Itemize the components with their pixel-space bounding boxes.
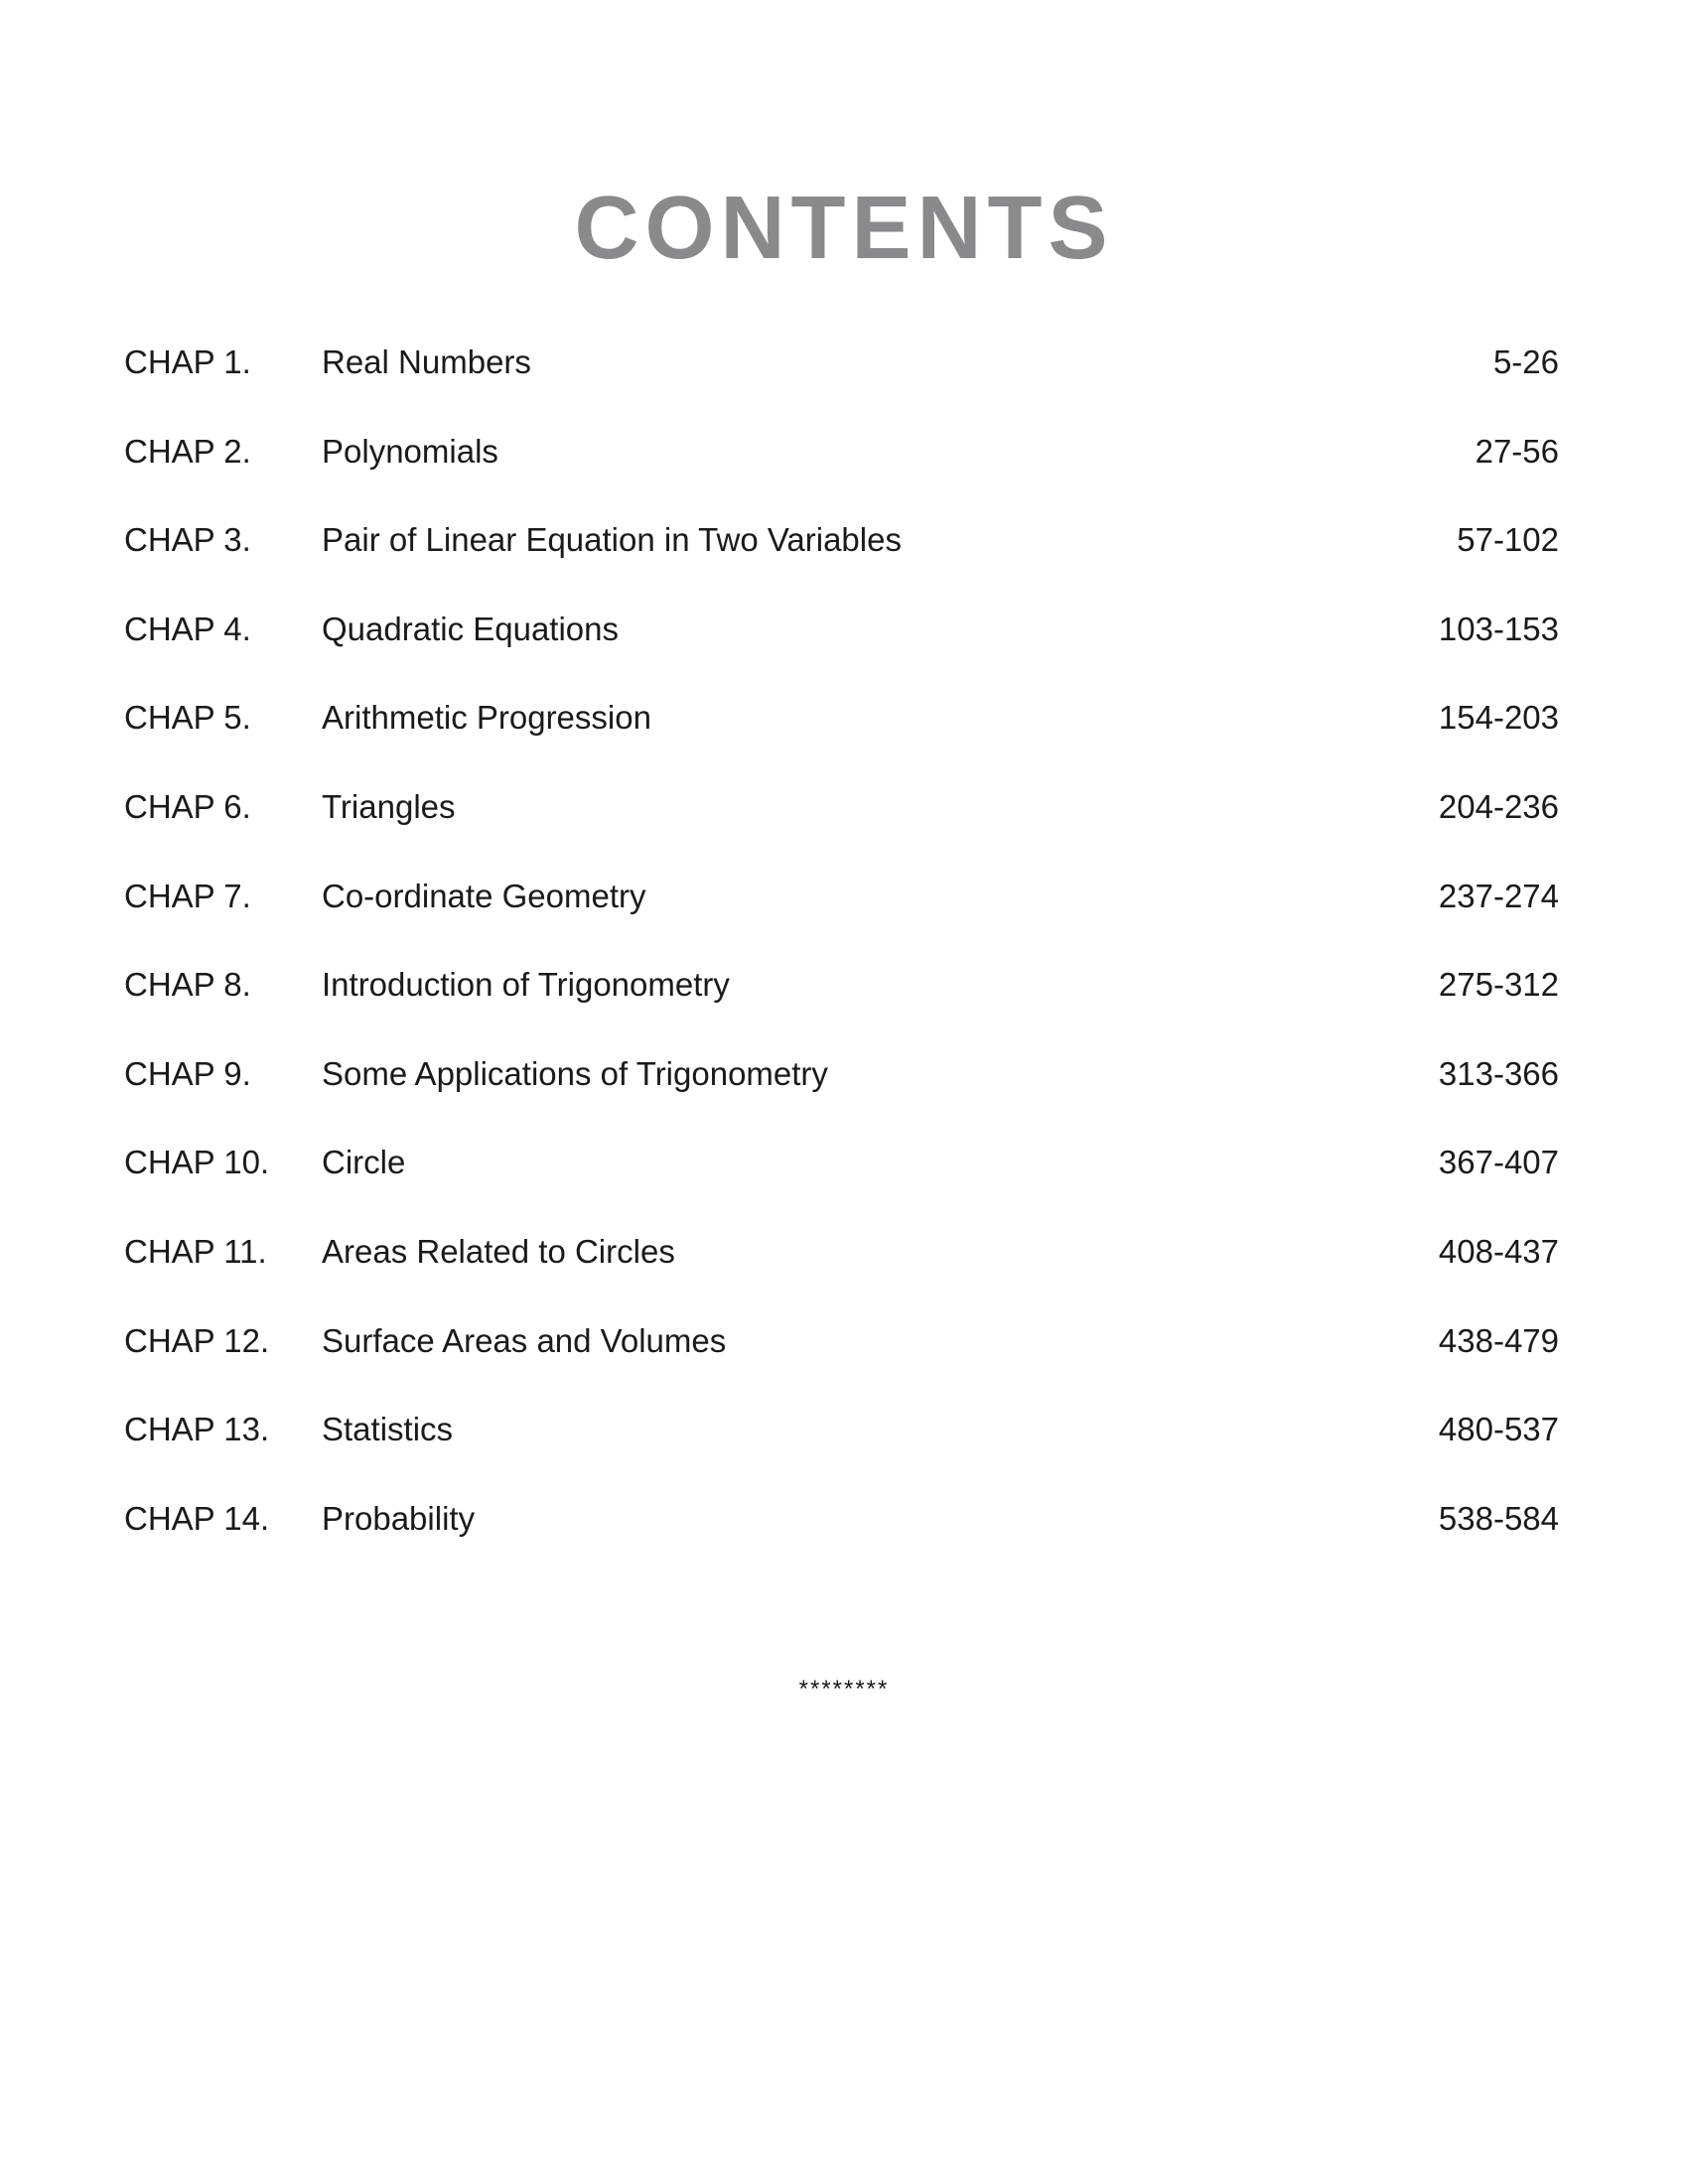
chapter-number: CHAP 10. xyxy=(124,1144,270,1181)
chapter-title: Polynomials xyxy=(322,432,498,470)
toc-row[interactable] xyxy=(124,955,1559,1044)
toc-row[interactable] xyxy=(124,1044,1559,1134)
toc-row[interactable] xyxy=(124,422,1559,511)
chapter-pages: 5-26 xyxy=(1492,343,1559,380)
toc-row[interactable] xyxy=(124,1400,1559,1489)
chapter-title: Areas Related to Circles xyxy=(322,1232,675,1270)
chapter-number: CHAP 11. xyxy=(124,1232,267,1270)
chapter-number: CHAP 2. xyxy=(124,432,251,470)
chapter-number: CHAP 5. xyxy=(124,699,251,737)
chapter-pages: 538-584 xyxy=(1438,1499,1559,1537)
chapter-title: Introduction of Trigonometry xyxy=(322,966,730,1004)
chapter-number: CHAP 4. xyxy=(124,610,251,647)
chapter-number: CHAP 3. xyxy=(124,521,251,559)
toc-row[interactable] xyxy=(124,1311,1559,1401)
chapter-number: CHAP 13. xyxy=(124,1411,270,1448)
chapter-title: Real Numbers xyxy=(322,343,531,380)
toc-row[interactable] xyxy=(124,1133,1559,1222)
chapter-pages: 103-153 xyxy=(1438,610,1559,647)
chapter-number: CHAP 12. xyxy=(124,1321,270,1359)
chapter-number: CHAP 8. xyxy=(124,966,251,1004)
toc-row[interactable] xyxy=(124,1222,1559,1311)
chapter-number: CHAP 7. xyxy=(124,877,251,914)
toc-row[interactable] xyxy=(124,600,1559,689)
chapter-title: Surface Areas and Volumes xyxy=(322,1321,727,1359)
chapter-number: CHAP 9. xyxy=(124,1054,251,1092)
chapter-pages: 367-407 xyxy=(1438,1144,1559,1181)
chapter-pages: 408-437 xyxy=(1438,1232,1559,1270)
chapter-title: Quadratic Equations xyxy=(322,610,620,647)
page-title: CONTENTS xyxy=(574,179,1114,278)
chapter-title: Some Applications of Trigonometry xyxy=(322,1054,828,1092)
chapter-title: Triangles xyxy=(322,787,456,825)
chapter-pages: 154-203 xyxy=(1438,699,1559,737)
toc-row[interactable] xyxy=(124,510,1559,600)
end-of-contents-marker: ******** xyxy=(798,1676,890,1703)
toc-row[interactable] xyxy=(124,688,1559,777)
chapter-title: Arithmetic Progression xyxy=(322,699,651,737)
chapter-title: Co-ordinate Geometry xyxy=(322,877,646,914)
toc-row[interactable] xyxy=(124,1489,1559,1578)
chapter-title: Probability xyxy=(322,1499,476,1537)
chapter-title: Pair of Linear Equation in Two Variables xyxy=(322,521,902,559)
toc-row[interactable] xyxy=(124,867,1559,956)
chapter-number: CHAP 1. xyxy=(124,343,251,380)
chapter-number: CHAP 6. xyxy=(124,787,251,825)
chapter-title: Circle xyxy=(322,1144,406,1181)
toc-row[interactable] xyxy=(124,777,1559,867)
chapter-pages: 313-366 xyxy=(1438,1054,1559,1092)
chapter-pages: 57-102 xyxy=(1457,521,1559,559)
chapter-pages: 480-537 xyxy=(1438,1411,1559,1448)
chapter-number: CHAP 14. xyxy=(124,1499,270,1537)
chapter-pages: 204-236 xyxy=(1438,787,1559,825)
toc-row[interactable] xyxy=(124,333,1559,422)
chapter-pages: 275-312 xyxy=(1438,966,1559,1004)
chapter-pages: 438-479 xyxy=(1438,1321,1559,1359)
chapter-pages: 237-274 xyxy=(1438,877,1559,914)
chapter-pages: 27-56 xyxy=(1475,432,1559,470)
chapter-title: Statistics xyxy=(322,1411,454,1448)
table-of-contents xyxy=(124,333,1559,1577)
